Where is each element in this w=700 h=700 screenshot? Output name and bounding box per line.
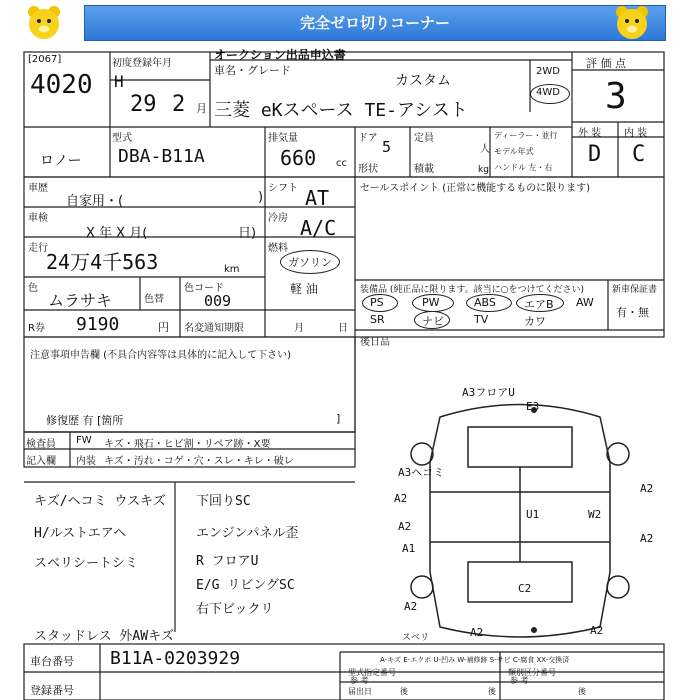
- interior-entry-label: 内装: [76, 456, 96, 467]
- damage-mark: A2: [394, 492, 408, 505]
- entry-label: 記入欄: [26, 456, 56, 467]
- fw-items: キズ・飛石・ヒビ割・リペア跡・X要: [104, 439, 271, 450]
- inspector-label: 検査員: [26, 439, 56, 450]
- color-value: ムラサキ: [48, 291, 113, 310]
- handle-label: ハンドル 左・右: [494, 163, 553, 172]
- usage-label: 車歴: [28, 183, 48, 194]
- recycle-unit: 円: [158, 321, 169, 334]
- damage-mark: C2: [518, 582, 532, 595]
- drive-4wd: 4WD: [536, 87, 560, 98]
- remark-left: キズ/ヘコミ ウスキズ: [34, 494, 166, 509]
- doors-value: 5: [382, 138, 392, 156]
- doors-label: ドア: [358, 133, 378, 144]
- fuel-label: 燃料: [268, 243, 288, 254]
- damage-mark: U1: [526, 508, 540, 521]
- model-value: DBA-B11A: [118, 146, 205, 167]
- equipment-item: PS: [370, 296, 384, 309]
- displacement-label: 排気量: [268, 133, 298, 144]
- damage-legend: A-キズ E-エクボ U-凹み W-補修跡 S-サビ C-腐食 XX-交換済: [380, 656, 570, 664]
- displacement-value: 660: [280, 146, 317, 170]
- recycle-value: 9190: [76, 314, 120, 335]
- remark-left: H/ルストエアヘ: [34, 526, 127, 541]
- evaluation-score: 3: [605, 76, 627, 117]
- mileage-label: 走行: [28, 243, 48, 254]
- delivery-label: 後日品: [360, 337, 390, 348]
- reference-label: 参 考: [350, 676, 369, 685]
- lot-note: ロノー: [40, 153, 82, 169]
- auction-sheet: [0, 42, 700, 700]
- remark-left: スタッドレス 外AWキズ: [34, 629, 174, 644]
- aircon-value: A/C: [300, 216, 337, 240]
- interior-entry-items: キズ・汚れ・コゲ・穴・スレ・キレ・破レ: [104, 456, 294, 467]
- damage-mark: A2: [640, 482, 654, 495]
- equipment-item: TV: [474, 313, 489, 326]
- type-designation-label: 型式指定番号: [348, 668, 396, 677]
- shift-label: シフト: [268, 183, 298, 194]
- damage-mark: A2: [590, 624, 604, 637]
- chassis-label: 車台番号: [30, 655, 74, 668]
- recycle-label: R券: [28, 323, 45, 334]
- evaluation-label: 評 価 点: [586, 57, 626, 70]
- color-label: 色: [28, 283, 38, 294]
- bear-mascot-icon: [26, 4, 62, 40]
- remark-left: スベリシートシミ: [34, 556, 139, 571]
- car-name: 三菱 eKスペース TE-アシスト: [214, 100, 468, 121]
- equipment-label: 装備品 (純正品に限ります。該当に○をつけてください): [360, 285, 585, 295]
- repair-history-end: ]: [336, 412, 341, 425]
- usage-value: 自家用・(: [66, 194, 124, 209]
- color-code: 009: [204, 292, 232, 310]
- form-grid-lines: [0, 42, 700, 700]
- damage-mark: W2: [588, 508, 602, 521]
- registration-month: 2: [172, 92, 186, 117]
- damage-mark: E3: [526, 400, 540, 413]
- footer-mark: 後: [400, 687, 408, 696]
- damage-mark: A2: [398, 520, 412, 533]
- car-name-label: 車名・グレード: [214, 64, 291, 77]
- chassis-value: B11A-0203929: [110, 648, 241, 669]
- equipment-item: エアB: [524, 298, 554, 311]
- header-subtitle: オークション出品申込書: [214, 48, 346, 62]
- equipment-item: AW: [576, 296, 594, 309]
- footer-mark: 後: [488, 687, 496, 696]
- exterior-grade: D: [588, 142, 602, 167]
- grade-extra: カスタム: [395, 73, 451, 89]
- warranty-options: 有・無: [616, 306, 649, 319]
- equipment-item: ABS: [474, 296, 496, 309]
- mileage-value: 24万4千563: [46, 250, 159, 274]
- name-change-label: 名変通知期限: [184, 323, 244, 334]
- model-year-label: モデル年式: [494, 147, 534, 156]
- color-code-label: 色コード: [184, 283, 224, 294]
- damage-mark: スベリ: [402, 633, 430, 643]
- bear-mascot-icon: [614, 4, 650, 40]
- mileage-unit: km: [224, 264, 240, 275]
- shape-label: 形状: [358, 164, 378, 175]
- remark-right: 右下ビックリ: [196, 602, 274, 617]
- equipment-item: カワ: [524, 315, 546, 328]
- reference-label: 参 考: [510, 676, 529, 685]
- month-unit: 月: [196, 102, 207, 115]
- drive-2wd: 2WD: [536, 66, 560, 77]
- damage-mark: A3フロアU: [462, 386, 515, 399]
- remark-right: E/G リビングSC: [196, 578, 295, 593]
- lot-number: 4020: [30, 70, 93, 100]
- selling-points-label: セールスポイント (正常に機能するものに限ります): [360, 183, 591, 194]
- damage-mark: A2: [470, 626, 484, 639]
- displacement-unit: cc: [336, 158, 347, 169]
- footer-mark: 後: [578, 687, 586, 696]
- load-label: 積載: [414, 164, 434, 175]
- color-change-label: 色替: [144, 294, 164, 305]
- interior-grade: C: [632, 142, 646, 167]
- seats-unit: 人: [480, 144, 490, 155]
- usage-end: ): [258, 190, 264, 205]
- seats-label: 定員: [414, 133, 434, 144]
- damage-mark: A2: [404, 600, 418, 613]
- remark-right: エンジンパネル歪: [196, 526, 299, 541]
- dealer-label: ディーラー・並行: [494, 131, 558, 140]
- seal-label: 届出日: [348, 687, 372, 696]
- interior-label: 内 装: [624, 128, 648, 139]
- equipment-item: PW: [422, 296, 440, 309]
- warranty-label: 新車保証書: [612, 285, 658, 295]
- banner-title: 完全ゼロ切りコーナー: [84, 5, 666, 41]
- model-label: 型式: [112, 133, 132, 144]
- registration-number-label: 登録番号: [30, 684, 74, 697]
- load-unit: kg: [478, 165, 489, 175]
- repair-history: 修復歴 有 [箇所: [46, 414, 124, 427]
- fw-label: FW: [76, 435, 92, 446]
- inspection-end: 日): [238, 226, 257, 241]
- registration-era: H: [114, 72, 124, 91]
- damage-mark: A1: [402, 542, 416, 555]
- equipment-item: SR: [370, 313, 385, 326]
- exterior-label: 外 装: [578, 128, 602, 139]
- first-registration-label: 初度登録年月: [112, 58, 172, 69]
- remark-right: 下回りSC: [196, 494, 251, 509]
- damage-mark: A3ヘコミ: [398, 466, 445, 479]
- inspection-label: 車検: [28, 213, 48, 224]
- aircon-label: 冷房: [268, 213, 288, 224]
- shift-value: AT: [305, 186, 330, 210]
- notes-label: 注意事項申告欄 (不具合内容等は具体的に記入して下さい): [30, 350, 291, 361]
- lot-tag: [2067]: [28, 54, 62, 65]
- damage-mark: A2: [640, 532, 654, 545]
- name-change-month: 月: [294, 323, 304, 334]
- fuel-diesel: 軽 油: [290, 282, 318, 296]
- equipment-item: ナビ: [422, 315, 444, 328]
- inspection-value: X 年 X 月(: [86, 226, 148, 241]
- class-number-label: 類別区分番号: [508, 668, 556, 677]
- fuel-gas: ガソリン: [288, 256, 332, 269]
- registration-year: 29: [130, 92, 157, 117]
- remark-right: R フロアU: [196, 554, 259, 569]
- name-change-day: 日: [338, 323, 348, 334]
